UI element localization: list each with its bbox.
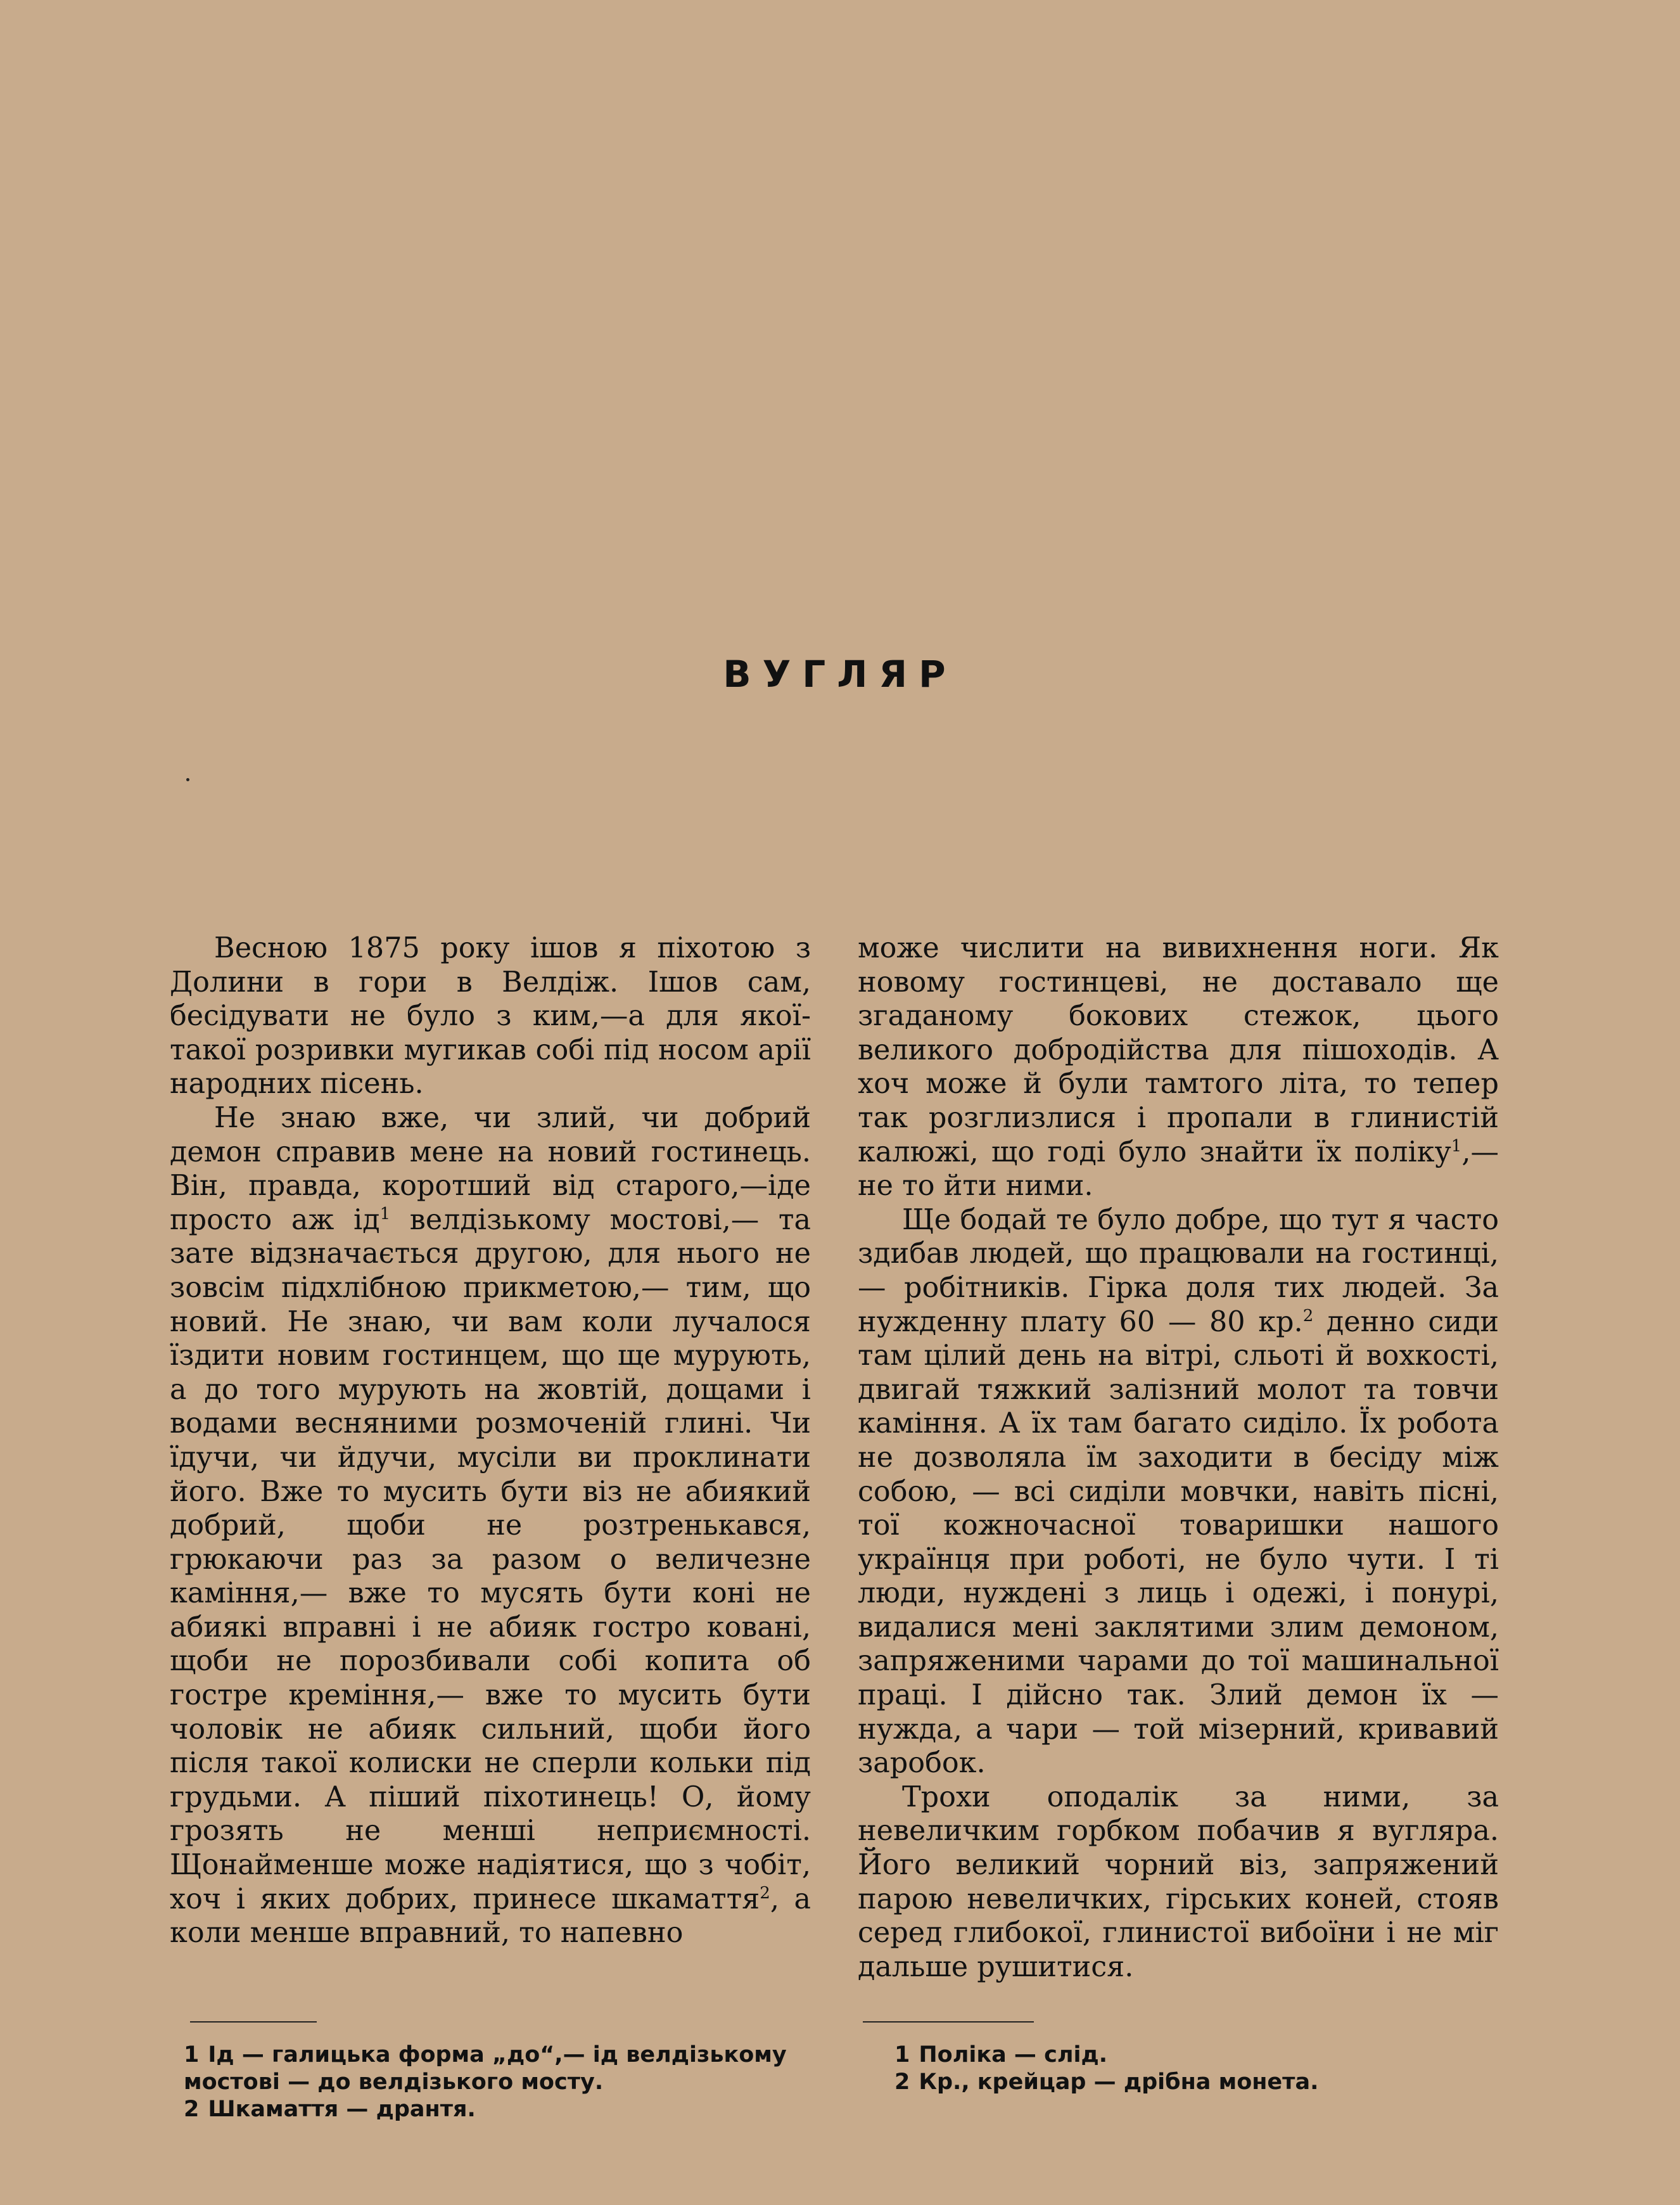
paragraph: Весною 1875 року ішов я піхотою з Долини в гори в Велдіж. Ішов сам, бесідувати не було з ким,—а для якої-такої розривки мугикав собі під носом арії народних пісень.	[170, 932, 811, 1101]
text-run: велдізькому мостові,— та зате відзначається другою, для нього не зовсім підхлібною прикметою,— тим, що новий. Не знаю, чи вам коли лучалося їздити новим гостинцем, що ще мурують, а до того мурують на жовтій, дощами і водами весняними розмоченій глині. Чи їдучи, чи йдучи, мусіли ви проклинати його. Вже то мусить бути віз не абиякий добрий, щоби не розтренькався, грюкаючи раз за разом о величезне каміння,— вже то мусять бути коні не абиякі вправні і не абияк гостро ковані, щоби не порозбивали собі копита об гостре креміння,— вже то мусить бути чоловік не абияк сильний, щоби його після такої колиски не сперли кольки під грудьми. А піший піхотинець! О, йому грозять не менші неприємності. Щонайменше може надіятися, що з чобіт, хоч і яких добрих, принесе шкамаття	[170, 1203, 811, 1915]
footnote-mark: 1	[184, 2042, 200, 2068]
page-title: ВУГЛЯР	[723, 653, 957, 696]
left-text-column	[170, 931, 811, 1950]
footnote	[184, 2042, 817, 2096]
footnote-mark: 1	[894, 2042, 910, 2068]
footnote-marker: 1	[1451, 1136, 1462, 1156]
text-run: Не знаю вже, чи злий, чи добрий демон справив мене на новий гостинець. Він, правда, коротший від старого,—іде просто аж	[170, 1101, 811, 1236]
text-run: , а коли менше вправний, то напевно	[170, 1882, 811, 1950]
text-run: денно сиди там цілий день на вітрі, сльоті й вохкості, двигай тяжкий залізний молот та товчи каміння. А їх там багато сиділо. Їх робота не дозволяла їм заходити в бесіду між собою, — всі сиділи мовчки, навіть пісні, тої кожночасної товаришки нашого українця при роботі, не було чути. І ті люди, нуждені з лиць і одежі, і понурі, видалися мені заклятими злим демоном, запряженими чарами до тої машинальної праці. І дійсно так. Злий демон їх — нужда, а чари — той мізерний, кривавий заробок.	[858, 1305, 1499, 1780]
right-text-column	[858, 931, 1499, 1984]
footnote-text: Кр., крейцар — дрібна монета.	[919, 2069, 1319, 2095]
left-footnotes	[184, 2042, 817, 2123]
footnote-marker: 2	[760, 1883, 770, 1903]
text-run: ,— не то йти ними.	[858, 1135, 1499, 1203]
footnote-mark: 2	[184, 2097, 200, 2122]
footnote	[184, 2096, 817, 2123]
footnote-text: Шкамаття — дрантя.	[208, 2097, 476, 2122]
paragraph	[858, 931, 1499, 1203]
footnote-text: Ід — галицька форма „до“,— ід велдізькому мостові — до велдізького мосту.	[184, 2042, 787, 2095]
footnote-rule	[190, 2021, 317, 2023]
footnote	[894, 2069, 1465, 2096]
footnote-mark: 2	[894, 2069, 910, 2095]
footnote-rule	[863, 2021, 1034, 2023]
footnote-marker: 1	[379, 1204, 391, 1224]
text-run: може числити на вивихнення ноги. Як новому гостинцеві, не доставало ще згаданому бокових стежок, цього великого добродійства для пішоходів. А хоч може й були тамтого літа, то тепер так розглизлися і пропали в глинистій калюжі, що годі було знайти їх поліку	[858, 932, 1499, 1168]
paragraph: Не знаю вже, чи злий, чи добрий демон справив мене на новий гостинець. Він, правда, коротший від старого,—іде просто аж $ід^1$ велдізькому мостові,— та зате відзначається другою, для нього не зовсім підхлібною прикметою,— тим, що новий. Не знаю, чи вам коли лучалося їздити новим гостинцем, що ще мурують, а до того мурують на жовтій, дощами і водами весняними розмоченій глині. Чи їдучи, чи йдучи, мусіли ви проклинати його. Вже то мусить бути віз не абиякий добрий, щоби не розтренькався, грюкаючи раз за разом о величезне каміння,— вже то мусять бути коні не абиякі вправні і не абияк гостро ковані, щоби не порозбивали собі копита об гостре креміння,— вже то мусить бути чоловік не абияк сильний, щоби його після такої колиски не сперли кольки під грудьми. А піший піхотинець! О, йому грозять не менші неприємності. Щонайменше може надіятися, що з чобіт, хоч і яких добрих, принесе шкамаття$^2$, а коли менше вправний, то напевно	[170, 1101, 811, 1950]
right-footnotes	[894, 2042, 1465, 2096]
footnote	[894, 2042, 1465, 2069]
print-speck	[186, 778, 189, 781]
footnote-text: Поліка — слід.	[919, 2042, 1108, 2068]
paragraph: Трохи оподалік за ними, за невеличким горбком побачив я вугляра. Його великий чорний віз, запряжений парою невеличких, гірських коней, стояв серед глибокої, глинистої вибоїни і не міг дальше рушитися.	[858, 1780, 1499, 1983]
paragraph	[858, 1203, 1499, 1780]
text-run: Ще бодай те було добре, що тут я часто здибав людей, що працювали на гостинці,— робітників. Гірка доля тих людей. За нужденну плату 60 — 80 кр.	[858, 1203, 1499, 1338]
footnote-marker: 2	[1302, 1306, 1314, 1326]
